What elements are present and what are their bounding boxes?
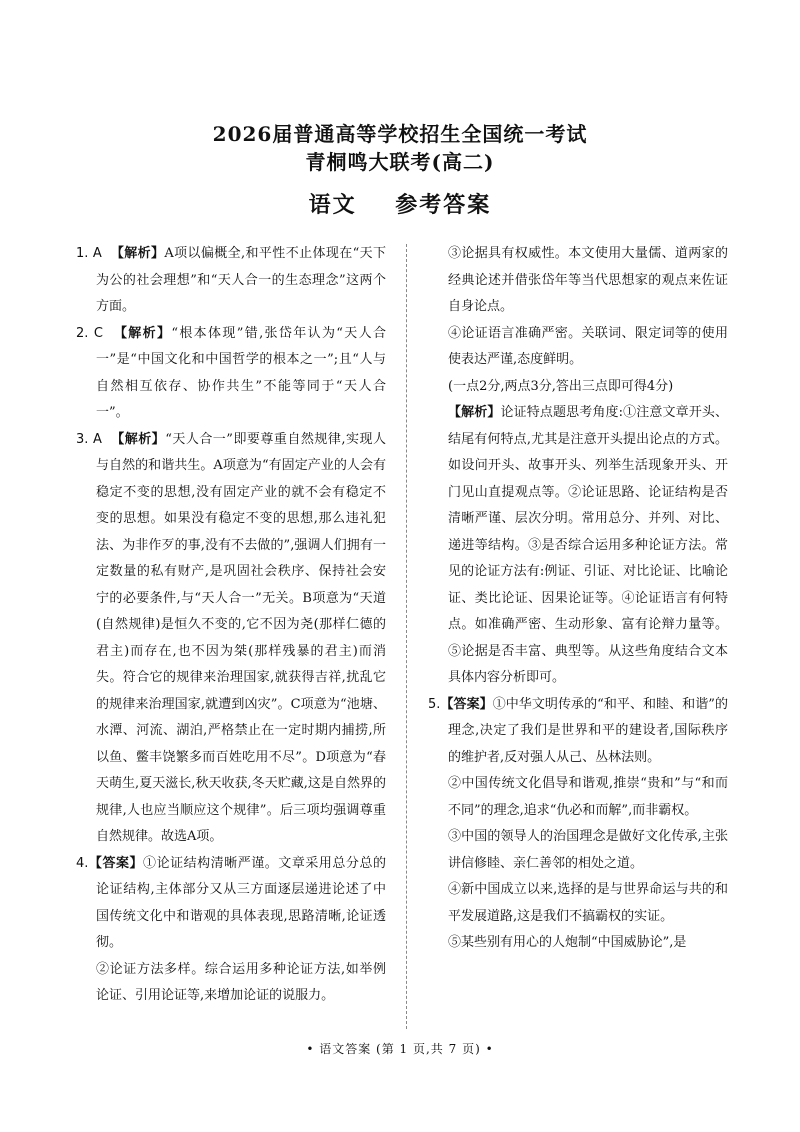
document-title: 语文 参考答案 (308, 192, 492, 218)
analysis-tag: 【解析】 (111, 431, 166, 447)
analysis-text: A项以偏概全,和平性不止体现在“天下为公的社会理想”和“天人合一的生态理念”这两个方面。 (96, 246, 386, 314)
question-number: 2. C (76, 325, 103, 341)
answer-point-4: ④新中国成立以来,选择的是与世界命运与共的和平发展道路,这是我们不搞霸权的实证。 (448, 882, 728, 924)
analysis-tag: 【解析】 (113, 325, 172, 341)
answer-item-3 (76, 427, 386, 851)
column-divider (406, 244, 407, 1029)
answer-tag: 【答案】 (440, 696, 493, 712)
answer-point-2: ②中国传统文化倡导和谐观,推崇“贵和”与“和而不同”的理念,追求“仇必和而解”,而非霸权。 (448, 776, 728, 818)
answer-point-5: ⑤某些别有用心的人炮制“中国威胁论”,是 (448, 935, 687, 950)
answer-tag: 【答案】 (88, 855, 144, 871)
scoring-note: (一点2分,两点3分,答出三点即可得4分) (448, 378, 674, 394)
exam-title: 2026届普通高等学校招生全国统一考试 (212, 122, 588, 146)
answer-item-1 (76, 241, 386, 321)
analysis-tag: 【解析】 (110, 246, 165, 261)
analysis-tag: 【解析】 (448, 405, 501, 420)
answer-point-4: ④论证语言准确严密。关联词、限定词等的使用使表达严谨,态度鲜明。 (448, 325, 728, 367)
answer-point-3: ③论据具有权威性。本文使用大量儒、道两家的经典论述并借张岱年等当代思想家的观点来佐证自身论点。 (448, 246, 728, 314)
analysis-block (428, 400, 728, 692)
exam-subtitle: 青桐鸣大联考(高二) (305, 150, 495, 174)
answer-point-3: ③中国的领导人的治国理念是做好文化传承,主张讲信修睦、亲仁善邻的相处之道。 (448, 829, 728, 871)
answer-item-2 (76, 321, 386, 427)
answer-point-1: ①中华文明传承的“和平、和睦、和谐”的理念,决定了我们是世界和平的建设者,国际秩序的维护者,反对强人从己、丛林法则。 (448, 696, 728, 765)
question-number: 5. (428, 696, 441, 712)
analysis-text: “根本体现”错,张岱年认为“天人合一”是“中国文化和中国哲学的根本之一”;且“人与自然相互依存、协作共生”不能等同于“天人合一”。 (96, 325, 386, 420)
answer-item-5 (428, 692, 728, 772)
question-number: 4. (76, 855, 89, 871)
answer-point-1: ①论证结构清晰严谨。文章采用总分总的论证结构,主体部分又从三方面逐层递进论述了中国传统文化中和谐观的具体表现,思路清晰,论证透彻。 (96, 855, 386, 950)
analysis-text: 论证特点题思考角度:①注意文章开头、结尾有何特点,尤其是注意开头提出论点的方式。如设问开头、故事开头、列举生活现象开头、开门见山直提观点等。②论证思路、论证结构是否清晰严谨、层次分明。常用总分、并列、对比、递进等结构。③是否综合运用多种论证方法。常见的论证方法有:例证、引证、对比论证、比喻论证、类比论证、因果论证等。④论证语言有何特点。如准确严密、生动形象、富有论辩力量等。⑤论据是否丰富、典型等。从这些角度结合文本具体内容分析即可。 (448, 405, 728, 685)
answer-point-2: ②论证方法多样。综合运用多种论证方法,如举例论证、引用论证等,来增加论证的说服力。 (96, 961, 386, 1003)
question-number: 1. A (76, 246, 102, 261)
analysis-text: “天人合一”即要尊重自然规律,实现人与自然的和谐共生。A项意为“有固定产业的人会有稳定不变的思想,没有固定产业的就不会有稳定不变的思想。如果没有稳定不变的思想,那么违礼犯法、为非作歹的事,没有不去做的”,强调人们拥有一定数量的私有财产,是巩固社会秩序、保持社会安宁的必要条件,与“天人合一”无关。B项意为“天道(自然规律)是恒久不变的,它不因为尧(那样仁德的君主)而存在,也不因为桀(那样残暴的君主)而消失。符合它的规律来治理国家,就获得吉祥,扰乱它的规律来治理国家,就遭到凶灾”。C项意为“池塘、水潭、河流、湖泊,严格禁止在一定时期内捕捞,所以鱼、鳖丰饶繁多而百姓吃用不尽”。D项意为“春天萌生,夏天滋长,秋天收获,冬天贮藏,这是自然界的规律,人也应当顺应这个规律”。后三项均强调尊重自然规律。故选A项。 (96, 431, 386, 844)
question-number: 3. A (76, 431, 102, 447)
page-footer: • 语文答案 (第 1 页,共 7 页) • (306, 1042, 494, 1056)
left-column (76, 241, 386, 1031)
right-column (428, 241, 728, 1031)
answer-item-4 (76, 851, 386, 957)
